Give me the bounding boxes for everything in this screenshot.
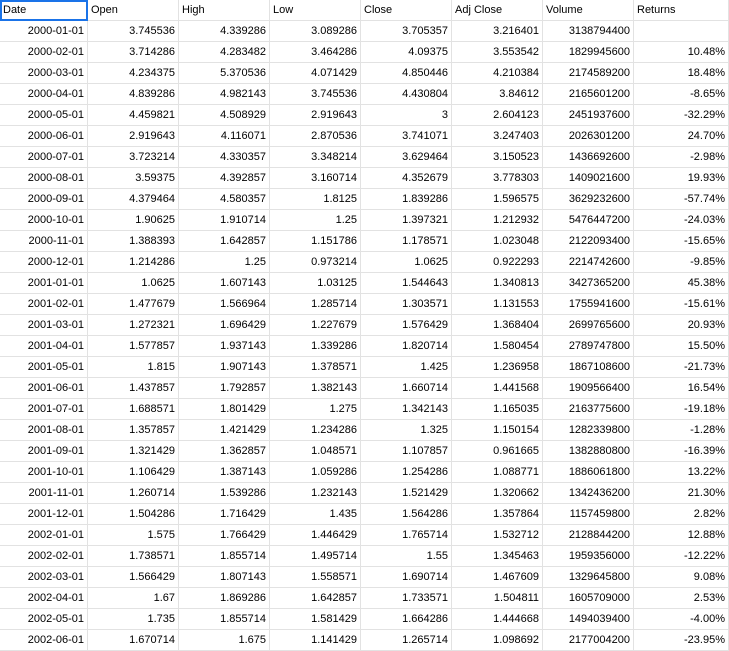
cell-volume[interactable]: 1157459800 [543, 504, 634, 525]
cell-date[interactable]: 2001-04-01 [0, 336, 88, 357]
table-row [0, 441, 729, 462]
cell-adj-close[interactable]: 1.532712 [452, 525, 543, 546]
selected-cell-date-header[interactable]: Date [0, 0, 88, 21]
cell-date[interactable]: 2001-01-01 [0, 273, 88, 294]
cell-open[interactable]: 2.919643 [88, 126, 179, 147]
cell-low[interactable]: 1.339286 [270, 336, 361, 357]
cell-returns[interactable]: 9.08% [634, 567, 729, 588]
table-row [0, 588, 729, 609]
cell-open[interactable]: 4.459821 [88, 105, 179, 126]
cell-returns[interactable]: -9.85% [634, 252, 729, 273]
cell-close[interactable]: 1.820714 [361, 336, 452, 357]
cell-volume[interactable]: 2214742600 [543, 252, 634, 273]
cell-open[interactable]: 1.67 [88, 588, 179, 609]
cell-adj-close[interactable]: 3.778303 [452, 168, 543, 189]
cell-close[interactable]: 1.265714 [361, 630, 452, 651]
cell-returns[interactable]: -15.65% [634, 231, 729, 252]
cell-close[interactable]: 1.521429 [361, 483, 452, 504]
cell-open[interactable]: 1.575 [88, 525, 179, 546]
table-row [0, 399, 729, 420]
cell-volume[interactable]: 1329645800 [543, 567, 634, 588]
header-row [0, 0, 729, 21]
cell-returns[interactable]: -16.39% [634, 441, 729, 462]
cell-close[interactable]: 1.425 [361, 357, 452, 378]
cell-open[interactable]: 4.839286 [88, 84, 179, 105]
cell-close[interactable]: 1.664286 [361, 609, 452, 630]
cell-adj-close[interactable]: 3.150523 [452, 147, 543, 168]
cell-adj-close[interactable]: 3.247403 [452, 126, 543, 147]
table-row [0, 21, 729, 42]
cell-high[interactable]: 1.675 [179, 630, 270, 651]
cell-high[interactable]: 4.508929 [179, 105, 270, 126]
cell-date[interactable]: 2001-10-01 [0, 462, 88, 483]
table-row [0, 546, 729, 567]
cell-adj-close[interactable]: 1.345463 [452, 546, 543, 567]
cell-high[interactable]: 4.580357 [179, 189, 270, 210]
cell-open[interactable]: 1.670714 [88, 630, 179, 651]
cell-high[interactable]: 1.539286 [179, 483, 270, 504]
table-row [0, 42, 729, 63]
cell-date[interactable]: 2002-02-01 [0, 546, 88, 567]
cell-close[interactable]: 1.839286 [361, 189, 452, 210]
cell-adj-close[interactable]: 1.131553 [452, 294, 543, 315]
cell-date[interactable]: 2000-10-01 [0, 210, 88, 231]
cell-high[interactable]: 1.766429 [179, 525, 270, 546]
cell-low[interactable]: 1.495714 [270, 546, 361, 567]
cell-volume[interactable]: 1959356000 [543, 546, 634, 567]
cell-returns[interactable]: 45.38% [634, 273, 729, 294]
table-row [0, 105, 729, 126]
cell-date[interactable]: 2000-06-01 [0, 126, 88, 147]
cell-high[interactable]: 1.937143 [179, 336, 270, 357]
cell-date[interactable]: 2001-02-01 [0, 294, 88, 315]
cell-adj-close[interactable]: 1.357864 [452, 504, 543, 525]
table-row [0, 126, 729, 147]
cell-close[interactable]: 1.564286 [361, 504, 452, 525]
cell-adj-close[interactable]: 4.210384 [452, 63, 543, 84]
cell-returns[interactable]: 19.93% [634, 168, 729, 189]
cell-volume[interactable]: 1867108600 [543, 357, 634, 378]
cell-open[interactable]: 1.388393 [88, 231, 179, 252]
cell-volume[interactable]: 1382880800 [543, 441, 634, 462]
table-row [0, 609, 729, 630]
cell-returns[interactable]: -19.18% [634, 399, 729, 420]
cell-low[interactable]: 1.285714 [270, 294, 361, 315]
table-row [0, 63, 729, 84]
cell-date[interactable]: 2000-02-01 [0, 42, 88, 63]
cell-low[interactable]: 1.232143 [270, 483, 361, 504]
cell-high[interactable]: 1.907143 [179, 357, 270, 378]
cell-volume[interactable]: 1605709000 [543, 588, 634, 609]
cell-volume[interactable]: 2451937600 [543, 105, 634, 126]
cell-volume[interactable]: 1282339800 [543, 420, 634, 441]
cell-high[interactable]: 1.910714 [179, 210, 270, 231]
cell-low[interactable]: 0.973214 [270, 252, 361, 273]
cell-volume[interactable]: 1409021600 [543, 168, 634, 189]
cell-low[interactable]: 3.745536 [270, 84, 361, 105]
cell-low[interactable]: 1.581429 [270, 609, 361, 630]
cell-volume[interactable]: 2789747800 [543, 336, 634, 357]
cell-adj-close[interactable]: 1.212932 [452, 210, 543, 231]
cell-adj-close[interactable]: 2.604123 [452, 105, 543, 126]
cell-volume[interactable]: 3138794400 [543, 21, 634, 42]
cell-low[interactable]: 1.435 [270, 504, 361, 525]
table-row [0, 504, 729, 525]
cell-high[interactable]: 1.716429 [179, 504, 270, 525]
cell-high[interactable]: 1.807143 [179, 567, 270, 588]
cell-high[interactable]: 1.855714 [179, 609, 270, 630]
table-row [0, 378, 729, 399]
cell-adj-close[interactable]: 1.368404 [452, 315, 543, 336]
cell-returns[interactable]: 13.22% [634, 462, 729, 483]
cell-adj-close[interactable]: 1.150154 [452, 420, 543, 441]
table-row [0, 252, 729, 273]
cell-open[interactable]: 3.745536 [88, 21, 179, 42]
cell-date[interactable]: 2002-05-01 [0, 609, 88, 630]
cell-close[interactable]: 1.544643 [361, 273, 452, 294]
cell-volume[interactable]: 2163775600 [543, 399, 634, 420]
cell-open[interactable]: 1.504286 [88, 504, 179, 525]
cell-returns[interactable]: 2.82% [634, 504, 729, 525]
cell-volume[interactable]: 1909566400 [543, 378, 634, 399]
cell-returns[interactable]: -8.65% [634, 84, 729, 105]
cell-returns[interactable]: -2.98% [634, 147, 729, 168]
cell-date[interactable]: 2001-03-01 [0, 315, 88, 336]
cell-returns[interactable]: -4.00% [634, 609, 729, 630]
cell-close[interactable]: 3.629464 [361, 147, 452, 168]
cell-date[interactable]: 2000-04-01 [0, 84, 88, 105]
cell-returns[interactable]: -23.95% [634, 630, 729, 651]
cell-open[interactable]: 1.214286 [88, 252, 179, 273]
cell-adj-close[interactable]: 1.467609 [452, 567, 543, 588]
cell-low[interactable]: 1.151786 [270, 231, 361, 252]
cell-adj-close[interactable]: 1.441568 [452, 378, 543, 399]
cell-low[interactable]: 1.141429 [270, 630, 361, 651]
cell-high[interactable]: 1.25 [179, 252, 270, 273]
cell-high[interactable]: 1.642857 [179, 231, 270, 252]
cell-low[interactable]: 3.348214 [270, 147, 361, 168]
cell-date[interactable]: 2000-07-01 [0, 147, 88, 168]
cell-adj-close[interactable]: 3.216401 [452, 21, 543, 42]
cell-adj-close[interactable]: 1.320662 [452, 483, 543, 504]
cell-close[interactable]: 1.690714 [361, 567, 452, 588]
cell-adj-close[interactable]: 1.088771 [452, 462, 543, 483]
cell-date[interactable]: 2002-04-01 [0, 588, 88, 609]
cell-open[interactable]: 1.437857 [88, 378, 179, 399]
cell-high[interactable]: 5.370536 [179, 63, 270, 84]
cell-close[interactable]: 4.09375 [361, 42, 452, 63]
cell-date[interactable]: 2000-08-01 [0, 168, 88, 189]
table-row [0, 294, 729, 315]
table-row [0, 231, 729, 252]
cell-low[interactable]: 3.160714 [270, 168, 361, 189]
cell-returns[interactable]: -32.29% [634, 105, 729, 126]
cell-open[interactable]: 1.815 [88, 357, 179, 378]
cell-open[interactable]: 1.738571 [88, 546, 179, 567]
cell-open[interactable]: 3.59375 [88, 168, 179, 189]
cell-high[interactable]: 4.116071 [179, 126, 270, 147]
cell-volume[interactable]: 2026301200 [543, 126, 634, 147]
cell-high[interactable]: 1.387143 [179, 462, 270, 483]
cell-date[interactable]: 2000-11-01 [0, 231, 88, 252]
cell-high[interactable]: 1.566964 [179, 294, 270, 315]
cell-returns[interactable] [634, 21, 729, 42]
cell-returns[interactable]: 18.48% [634, 63, 729, 84]
cell-open[interactable]: 1.106429 [88, 462, 179, 483]
cell-high[interactable]: 4.339286 [179, 21, 270, 42]
header-cell-returns[interactable]: Returns [634, 0, 729, 21]
cell-close[interactable]: 1.733571 [361, 588, 452, 609]
cell-low[interactable]: 1.382143 [270, 378, 361, 399]
cell-returns[interactable]: -21.73% [634, 357, 729, 378]
cell-close[interactable]: 1.397321 [361, 210, 452, 231]
cell-open[interactable]: 4.379464 [88, 189, 179, 210]
cell-open[interactable]: 1.90625 [88, 210, 179, 231]
cell-close[interactable]: 1.55 [361, 546, 452, 567]
cell-low[interactable]: 2.919643 [270, 105, 361, 126]
cell-high[interactable]: 4.982143 [179, 84, 270, 105]
header-cell-low[interactable]: Low [270, 0, 361, 21]
cell-date[interactable]: 2002-03-01 [0, 567, 88, 588]
cell-volume[interactable]: 1829945600 [543, 42, 634, 63]
cell-volume[interactable]: 2177004200 [543, 630, 634, 651]
cell-close[interactable]: 4.850446 [361, 63, 452, 84]
cell-adj-close[interactable]: 0.961665 [452, 441, 543, 462]
cell-low[interactable]: 3.089286 [270, 21, 361, 42]
cell-close[interactable]: 1.765714 [361, 525, 452, 546]
cell-date[interactable]: 2001-05-01 [0, 357, 88, 378]
cell-close[interactable]: 4.430804 [361, 84, 452, 105]
cell-returns[interactable]: -57.74% [634, 189, 729, 210]
cell-volume[interactable]: 2165601200 [543, 84, 634, 105]
table-row [0, 462, 729, 483]
cell-high[interactable]: 1.801429 [179, 399, 270, 420]
cell-returns[interactable]: 20.93% [634, 315, 729, 336]
cell-volume[interactable]: 1436692600 [543, 147, 634, 168]
cell-open[interactable]: 1.357857 [88, 420, 179, 441]
cell-close[interactable]: 1.342143 [361, 399, 452, 420]
cell-date[interactable]: 2000-01-01 [0, 21, 88, 42]
cell-high[interactable]: 4.330357 [179, 147, 270, 168]
cell-close[interactable]: 4.352679 [361, 168, 452, 189]
cell-volume[interactable]: 3427365200 [543, 273, 634, 294]
cell-volume[interactable]: 2122093400 [543, 231, 634, 252]
cell-adj-close[interactable]: 1.340813 [452, 273, 543, 294]
cell-returns[interactable]: 10.48% [634, 42, 729, 63]
cell-volume[interactable]: 3629232600 [543, 189, 634, 210]
cell-open[interactable]: 4.234375 [88, 63, 179, 84]
cell-volume[interactable]: 1886061800 [543, 462, 634, 483]
cell-open[interactable]: 1.688571 [88, 399, 179, 420]
cell-date[interactable]: 2001-08-01 [0, 420, 88, 441]
cell-adj-close[interactable]: 1.580454 [452, 336, 543, 357]
cell-returns[interactable]: -24.03% [634, 210, 729, 231]
cell-low[interactable]: 1.03125 [270, 273, 361, 294]
cell-close[interactable]: 1.660714 [361, 378, 452, 399]
header-cell-volume[interactable]: Volume [543, 0, 634, 21]
cell-open[interactable]: 3.723214 [88, 147, 179, 168]
cell-low[interactable]: 3.464286 [270, 42, 361, 63]
cell-open[interactable]: 1.566429 [88, 567, 179, 588]
cell-high[interactable]: 1.869286 [179, 588, 270, 609]
table-row [0, 210, 729, 231]
table-row [0, 567, 729, 588]
header-cell-high[interactable]: High [179, 0, 270, 21]
cell-date[interactable]: 2000-12-01 [0, 252, 88, 273]
cell-adj-close[interactable]: 1.504811 [452, 588, 543, 609]
table-row [0, 630, 729, 651]
cell-high[interactable]: 1.421429 [179, 420, 270, 441]
cell-returns[interactable]: 2.53% [634, 588, 729, 609]
header-cell-adj-close[interactable]: Adj Close [452, 0, 543, 21]
cell-adj-close[interactable]: 0.922293 [452, 252, 543, 273]
cell-adj-close[interactable]: 1.236958 [452, 357, 543, 378]
cell-volume[interactable]: 2128844200 [543, 525, 634, 546]
table-row [0, 273, 729, 294]
cell-low[interactable]: 1.059286 [270, 462, 361, 483]
cell-date[interactable]: 2000-09-01 [0, 189, 88, 210]
cell-returns[interactable]: 16.54% [634, 378, 729, 399]
cell-close[interactable]: 1.0625 [361, 252, 452, 273]
cell-volume[interactable]: 1494039400 [543, 609, 634, 630]
table-row [0, 483, 729, 504]
cell-returns[interactable]: -1.28% [634, 420, 729, 441]
cell-low[interactable]: 4.071429 [270, 63, 361, 84]
header-cell-open[interactable]: Open [88, 0, 179, 21]
cell-date[interactable]: 2000-05-01 [0, 105, 88, 126]
table-row [0, 420, 729, 441]
cell-date[interactable]: 2000-03-01 [0, 63, 88, 84]
cell-low[interactable]: 1.048571 [270, 441, 361, 462]
cell-high[interactable]: 1.696429 [179, 315, 270, 336]
cell-date[interactable]: 2001-11-01 [0, 483, 88, 504]
cell-close[interactable]: 1.107857 [361, 441, 452, 462]
cell-close[interactable]: 1.576429 [361, 315, 452, 336]
cell-open[interactable]: 1.577857 [88, 336, 179, 357]
cell-low[interactable]: 1.227679 [270, 315, 361, 336]
table-row [0, 315, 729, 336]
cell-volume[interactable]: 2174589200 [543, 63, 634, 84]
table-row [0, 336, 729, 357]
header-cell-close[interactable]: Close [361, 0, 452, 21]
cell-high[interactable]: 1.792857 [179, 378, 270, 399]
cell-low[interactable]: 1.234286 [270, 420, 361, 441]
cell-adj-close[interactable]: 3.84612 [452, 84, 543, 105]
cell-adj-close[interactable]: 1.165035 [452, 399, 543, 420]
cell-open[interactable]: 1.735 [88, 609, 179, 630]
cell-close[interactable]: 1.325 [361, 420, 452, 441]
cell-date[interactable]: 2001-06-01 [0, 378, 88, 399]
cell-adj-close[interactable]: 1.444668 [452, 609, 543, 630]
cell-open[interactable]: 3.714286 [88, 42, 179, 63]
cell-open[interactable]: 1.321429 [88, 441, 179, 462]
table-row [0, 189, 729, 210]
cell-open[interactable]: 1.260714 [88, 483, 179, 504]
table-row [0, 525, 729, 546]
cell-high[interactable]: 1.362857 [179, 441, 270, 462]
cell-low[interactable]: 1.642857 [270, 588, 361, 609]
cell-close[interactable]: 1.178571 [361, 231, 452, 252]
cell-date[interactable]: 2001-09-01 [0, 441, 88, 462]
cell-returns[interactable]: 21.30% [634, 483, 729, 504]
cell-open[interactable]: 1.0625 [88, 273, 179, 294]
cell-returns[interactable]: -15.61% [634, 294, 729, 315]
cell-open[interactable]: 1.477679 [88, 294, 179, 315]
cell-date[interactable]: 2001-12-01 [0, 504, 88, 525]
cell-adj-close[interactable]: 1.596575 [452, 189, 543, 210]
cell-date[interactable]: 2002-01-01 [0, 525, 88, 546]
cell-low[interactable]: 1.378571 [270, 357, 361, 378]
cell-volume[interactable]: 2699765600 [543, 315, 634, 336]
cell-high[interactable]: 4.392857 [179, 168, 270, 189]
cell-date[interactable]: 2001-07-01 [0, 399, 88, 420]
cell-low[interactable]: 1.446429 [270, 525, 361, 546]
cell-adj-close[interactable]: 1.098692 [452, 630, 543, 651]
cell-returns[interactable]: -12.22% [634, 546, 729, 567]
table-row [0, 147, 729, 168]
cell-low[interactable]: 1.275 [270, 399, 361, 420]
cell-close[interactable]: 1.303571 [361, 294, 452, 315]
cell-close[interactable]: 3.705357 [361, 21, 452, 42]
cell-volume[interactable]: 1755941600 [543, 294, 634, 315]
cell-low[interactable]: 1.25 [270, 210, 361, 231]
cell-adj-close[interactable]: 1.023048 [452, 231, 543, 252]
table-row [0, 84, 729, 105]
cell-returns[interactable]: 24.70% [634, 126, 729, 147]
cell-returns[interactable]: 12.88% [634, 525, 729, 546]
cell-close[interactable]: 1.254286 [361, 462, 452, 483]
cell-open[interactable]: 1.272321 [88, 315, 179, 336]
cell-adj-close[interactable]: 3.553542 [452, 42, 543, 63]
cell-volume[interactable]: 1342436200 [543, 483, 634, 504]
cell-volume[interactable]: 5476447200 [543, 210, 634, 231]
cell-low[interactable]: 2.870536 [270, 126, 361, 147]
cell-high[interactable]: 1.855714 [179, 546, 270, 567]
cell-close[interactable]: 3 [361, 105, 452, 126]
cell-high[interactable]: 4.283482 [179, 42, 270, 63]
table-row [0, 168, 729, 189]
cell-high[interactable]: 1.607143 [179, 273, 270, 294]
cell-close[interactable]: 3.741071 [361, 126, 452, 147]
cell-low[interactable]: 1.8125 [270, 189, 361, 210]
cell-date[interactable]: 2002-06-01 [0, 630, 88, 651]
table-row [0, 357, 729, 378]
cell-returns[interactable]: 15.50% [634, 336, 729, 357]
cell-low[interactable]: 1.558571 [270, 567, 361, 588]
